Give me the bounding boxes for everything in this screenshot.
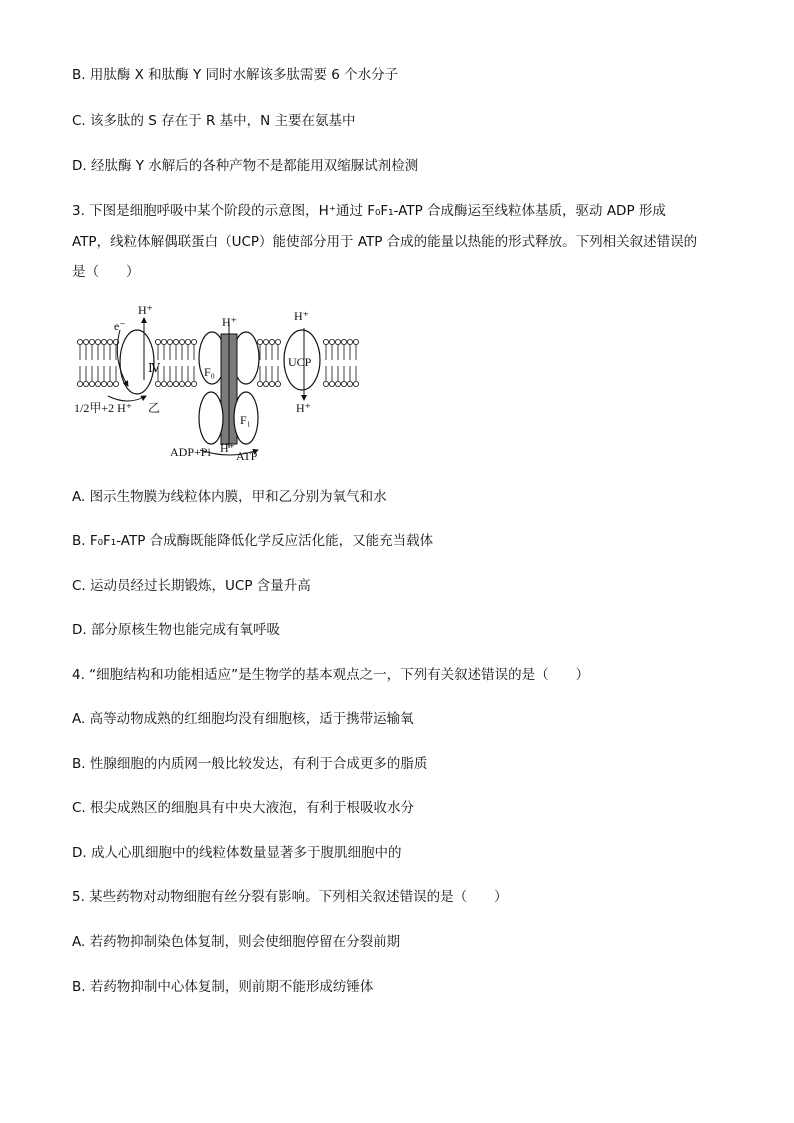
phospholipid-head [179, 381, 184, 386]
phospholipid-head [77, 339, 82, 344]
q4-option-a: A. 高等动物成熟的红细胞均没有细胞核，适于携带运输氧 [72, 711, 414, 727]
phospholipid-head [167, 339, 172, 344]
phospholipid-head [353, 339, 358, 344]
phospholipid-head [275, 339, 280, 344]
phospholipid-head [107, 381, 112, 386]
phospholipid-head [329, 381, 334, 386]
phospholipid-head [167, 381, 172, 386]
phospholipid-head [101, 381, 106, 386]
reaction-label: 1/2甲+2 H⁺ [74, 401, 133, 415]
ucp-label: UCP [288, 355, 312, 369]
q3-option-c: C. 运动员经过长期锻炼，UCP 含量升高 [72, 578, 311, 594]
phospholipid-head [155, 339, 160, 344]
phospholipid-head [161, 381, 166, 386]
phospholipid-head [323, 381, 328, 386]
h-bottom-ucp-label: H⁺ [296, 401, 311, 415]
phospholipid-head [83, 381, 88, 386]
phospholipid-head [329, 339, 334, 344]
h-top-1-label: H⁺ [138, 303, 153, 317]
phospholipid-head [263, 381, 268, 386]
mitochondrial-membrane-diagram [72, 300, 362, 470]
phospholipid-head [185, 381, 190, 386]
q2-option-d: D. 经肽酶 Y 水解后的各种产物不是都能用双缩脲试剂检测 [72, 158, 419, 174]
q5-stem: 5. 某些药物对动物细胞有丝分裂有影响。下列相关叙述错误的是（ ） [72, 889, 508, 905]
q2-option-c: C. 该多肽的 S 存在于 R 基中，N 主要在氨基中 [72, 113, 356, 129]
q5-option-a: A. 若药物抑制染色体复制，则会使细胞停留在分裂前期 [72, 934, 401, 950]
phospholipid-head [77, 381, 82, 386]
h-bottom-f1-label: H⁺ [220, 441, 235, 455]
q3-stem-line1: 3. 下图是细胞呼吸中某个阶段的示意图，H⁺通过 F₀F₁-ATP 合成酶运至线粒体基质，驱动 ADP 形成 [72, 203, 666, 219]
phospholipid-head [83, 339, 88, 344]
q3-option-a: A. 图示生物膜为线粒体内膜，甲和乙分别为氧气和水 [72, 489, 387, 505]
q3-option-d: D. 部分原核生物也能完成有氧呼吸 [72, 622, 280, 638]
phospholipid-head [335, 381, 340, 386]
phospholipid-head [113, 381, 118, 386]
adp-pi-label: ADP+Pi [170, 445, 211, 459]
phospholipid-head [101, 339, 106, 344]
yi-label: 乙 [148, 401, 161, 415]
phospholipid-head [155, 381, 160, 386]
f1-label: F₁ [240, 413, 251, 427]
phospholipid-head [191, 381, 196, 386]
phospholipid-head [269, 381, 274, 386]
phospholipid-head [341, 381, 346, 386]
h-top-2-label: H⁺ [222, 315, 237, 329]
q3-stem-line2: ATP，线粒体解偶联蛋白（UCP）能使部分用于 ATP 合成的能量以热能的形式释放。下列相关叙述错误的 [72, 234, 698, 250]
q4-option-d: D. 成人心肌细胞中的线粒体数量显著多于腹肌细胞中的 [72, 845, 402, 861]
e-minus-label: e⁻ [114, 319, 126, 333]
phospholipid-head [353, 381, 358, 386]
phospholipid-head [323, 339, 328, 344]
q4-option-c: C. 根尖成熟区的细胞具有中央大液泡，有利于根吸收水分 [72, 800, 415, 816]
phospholipid-head [347, 381, 352, 386]
phospholipid-head [89, 339, 94, 344]
phospholipid-head [95, 339, 100, 344]
phospholipid-head [341, 339, 346, 344]
h-top-3-label: H⁺ [294, 309, 309, 323]
q3-stem-line3: 是（ ） [72, 264, 140, 280]
phospholipid-head [263, 339, 268, 344]
phospholipid-head [257, 381, 262, 386]
phospholipid-head [257, 339, 262, 344]
phospholipid-head [95, 381, 100, 386]
phospholipid-head [191, 339, 196, 344]
atp-label: ATP [236, 449, 258, 463]
f1-left-shape [199, 392, 223, 444]
phospholipid-head [173, 381, 178, 386]
q4-option-b: B. 性腺细胞的内质网一般比较发达，有利于合成更多的脂质 [72, 756, 428, 772]
phospholipid-head [107, 339, 112, 344]
f0-label: F₀ [204, 365, 215, 379]
phospholipid-head [347, 339, 352, 344]
phospholipid-head [185, 339, 190, 344]
q5-option-b: B. 若药物抑制中心体复制，则前期不能形成纺锤体 [72, 979, 374, 995]
q2-option-b: B. 用肽酶 X 和肽酶 Y 同时水解该多肽需要 6 个水分子 [72, 67, 399, 83]
q4-stem: 4. “细胞结构和功能相适应”是生物学的基本观点之一，下列有关叙述错误的是（ ） [72, 667, 590, 683]
phospholipid-head [161, 339, 166, 344]
complex-iv-label: Ⅳ [148, 361, 160, 375]
phospholipid-head [269, 339, 274, 344]
phospholipid-head [335, 339, 340, 344]
phospholipid-head [179, 339, 184, 344]
phospholipid-head [275, 381, 280, 386]
q3-option-b: B. F₀F₁-ATP 合成酶既能降低化学反应活化能，又能充当载体 [72, 533, 434, 549]
phospholipid-head [89, 381, 94, 386]
phospholipid-head [173, 339, 178, 344]
